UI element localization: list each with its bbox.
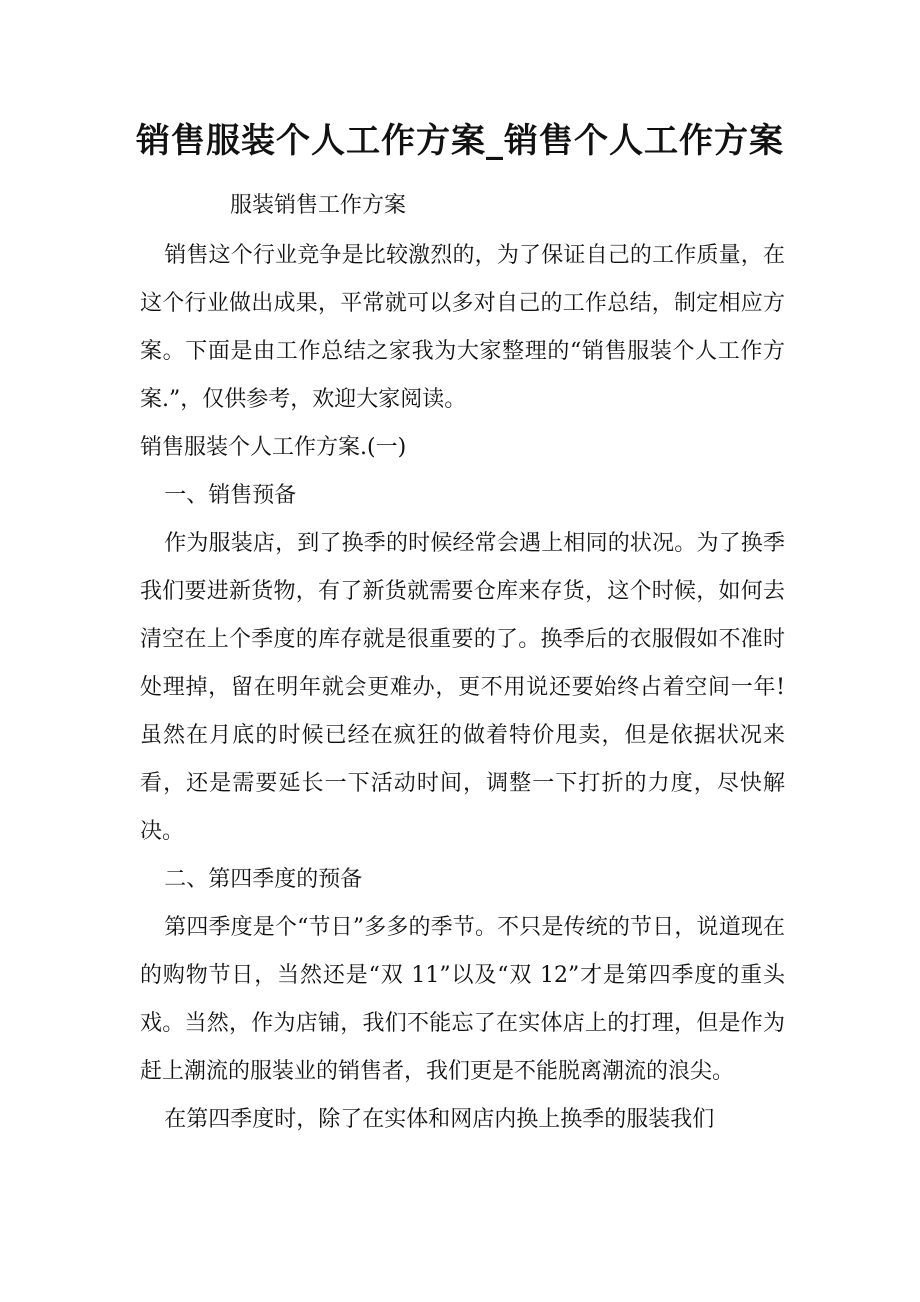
paragraph-2: 第四季度是个“节日”多多的季节。不只是传统的节日，说道现在的购物节日，当然还是“双 11”以及“双 12”才是第四季度的重头戏。当然，作为店铺，我们不能忘了在实体店上的打理，但是作为赶上潮流的服装业的销售者，我们更是不能脱离潮流的浪尖。 [140, 915, 785, 1084]
intro-paragraph: 销售这个行业竞争是比较激烈的，为了保证自己的工作质量，在这个行业做出成果，平常就可以多对自己的工作总结，制定相应方案。下面是由工作总结之家我为大家整理的“销售服装个人工作方案.”，仅供参考，欢迎大家阅读。 [140, 243, 785, 412]
section-heading-2: 二、第四季度的预备 [164, 867, 363, 892]
section-title: 销售服装个人工作方案.(一) [140, 435, 407, 460]
paragraph-1: 作为服装店，到了换季的时候经常会遇上相同的状况。为了换季我们要进新货物，有了新货就需要仓库来存货，这个时候，如何去清空在上个季度的库存就是很重要的了。换季后的衣服假如不准时处理掉，留在明年就会更难办，更不用说还要始终占着空间一年!虽然在月底的时候已经在疯狂的做着特价甩卖，但是依据状况来看，还是需要延长一下活动时间，调整一下打折的力度，尽快解决。 [140, 531, 785, 844]
section-heading-1: 一、销售预备 [164, 483, 297, 508]
paragraph-3: 在第四季度时，除了在实体和网店内换上换季的服装我们 [164, 1107, 715, 1132]
document-subtitle: 服装销售工作方案 [230, 193, 407, 218]
document-title: 销售服装个人工作方案_销售个人工作方案 [136, 121, 784, 161]
document-body [140, 232, 785, 1144]
